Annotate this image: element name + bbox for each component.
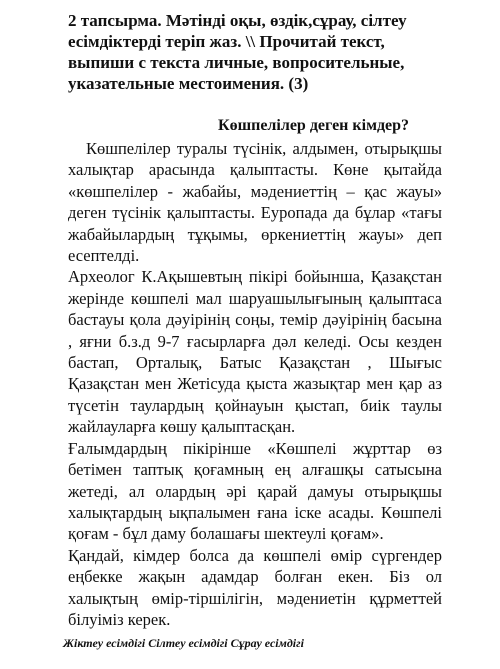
paragraph-2: Археолог К.Ақышевтың пікірі бойынша, Қазақстан жерінде көшпелі мал шаруашылығының қалыптаса бастауы қола дәуірінің соңы, темір дәуірінің басына , яғни б.з.д 9-7 ғасырларға дәл келеді. Осы кезден бастап, Орталық, Батыс Қазақстан , Шығыс Қазақстан мен Жетісуда қыста жазықтар мен қар аз түсетін таулардың қойнауын қыстап, биік таулы жайлауларға көшу қалыптасқан. bbox=[68, 267, 442, 437]
paragraph-4: Қандай, кімдер болса да көшпелі өмір сүргендер еңбекке жақын адамдар болған екен. Біз ол халықтың өмір-тіршілігін, мәдениетін құрметтей білуіміз керек. bbox=[68, 545, 442, 629]
task-line-1: 2 тапсырма. Мәтінді оқы, өздік,сұрау, сілтеу bbox=[68, 11, 407, 30]
reading-text bbox=[68, 138, 442, 630]
text-title: Көшпелілер деген кімдер? bbox=[218, 117, 410, 134]
paragraph-3: Ғалымдардың пікірінше «Көшпелі жұрттар өз бетімен таптық қоғамның ең алғашқы сатысына жетеді, ал олардың әрі қарай дамуы отырықшы халықтардың ықпалымен ғана іске асады. Көшпелі қоғам - бұл даму болашағы шектеулі қоғам». bbox=[68, 438, 442, 544]
footer-note: Жіктеу есімдігі Сілтеу есімдігі Сұрау есімдігі bbox=[63, 636, 304, 650]
paragraph-1: Көшпелілер туралы түсінік, алдымен, отырықшы халықтар арасында қалыптасты. Көне қытайда «көшпелілер - жабайы, мәдениеттің – қас жауы» деген түсінік қалыптасты. Еуропада да бұлар «тағы жабайылардың тұқымы, өркениеттің жауы» деп есептелді. bbox=[68, 139, 442, 266]
task-line-2: есімдіктерді теріп жаз. \\ Прочитай текст, bbox=[68, 32, 385, 51]
task-line-4: указательные местоимения. (3) bbox=[68, 74, 309, 93]
task-line-3: выпиши с текста личные, вопросительные, bbox=[68, 53, 405, 72]
task-instructions bbox=[68, 10, 458, 94]
